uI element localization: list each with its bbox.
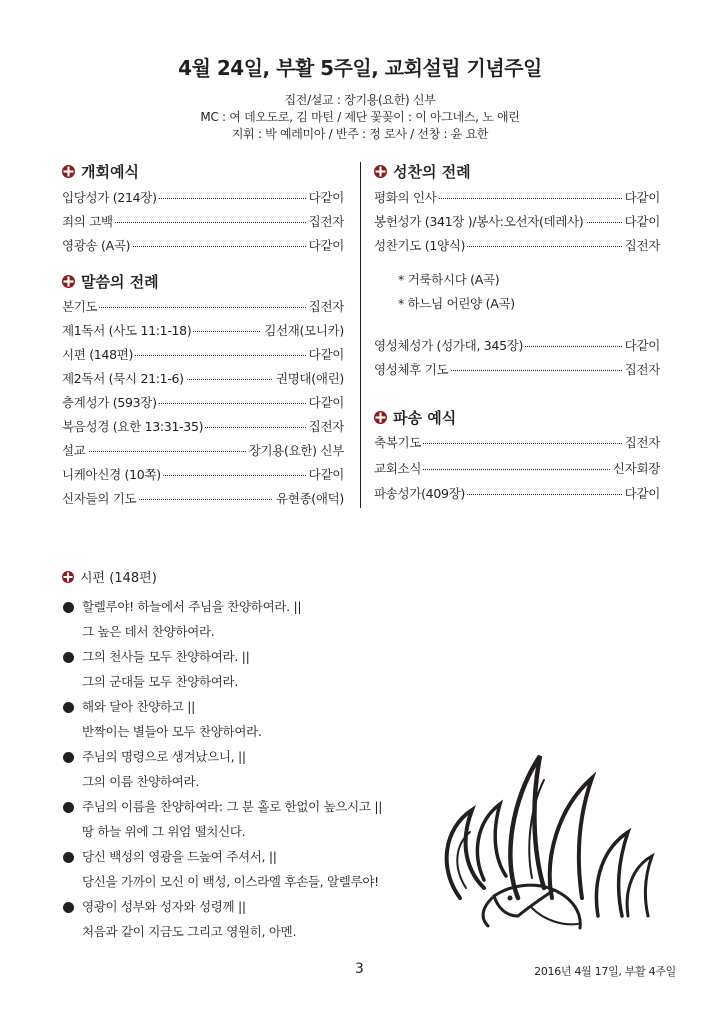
liturgy-row bbox=[374, 237, 660, 255]
item-value: 집전자 bbox=[622, 434, 660, 452]
psalm-verse-response: 할렐루야! 하늘에서 주님을 찬양하여라. || bbox=[82, 599, 302, 614]
column-divider bbox=[360, 162, 361, 508]
footer-date: 2016년 4월 17일, 부활 4주일 bbox=[534, 965, 676, 978]
item-value: 다같이 bbox=[306, 189, 344, 207]
psalm-title: 시편 (148편) bbox=[80, 571, 157, 586]
liturgy-row bbox=[62, 418, 344, 436]
item-value: 집전자 bbox=[306, 298, 344, 316]
psalm-verse-continuation: 처음과 같이 지금도 그리고 영원히, 아멘. bbox=[82, 924, 297, 939]
section-title: 파송 예식 bbox=[393, 409, 457, 427]
liturgy-row bbox=[62, 346, 344, 364]
dove-illustration bbox=[432, 748, 657, 938]
eucharist-note: * 하느님 어린양 (A곡) bbox=[398, 296, 515, 311]
bullet-icon bbox=[63, 602, 74, 613]
eucharist-note: * 거룩하시다 (A곡) bbox=[398, 272, 500, 287]
bullet-icon bbox=[63, 652, 74, 663]
item-name: 신자들의 기도 bbox=[62, 491, 137, 506]
liturgy-row bbox=[374, 460, 660, 478]
item-name: 파송성가(409장) bbox=[374, 486, 465, 501]
bullet-icon bbox=[63, 752, 74, 763]
liturgy-row bbox=[62, 298, 344, 316]
item-value: 권명대(애린) bbox=[273, 370, 344, 388]
item-name: 본기도 bbox=[62, 299, 98, 314]
psalm-verse-continuation: 그 높은 데서 찬양하여라. bbox=[82, 624, 215, 639]
liturgy-row bbox=[62, 466, 344, 484]
liturgy-row bbox=[62, 189, 344, 207]
psalm-verse-response: 주님의 이름을 찬양하여라: 그 분 홀로 한없이 높으시고 || bbox=[82, 799, 383, 814]
item-value: 장기용(요한) 신부 bbox=[246, 442, 344, 460]
item-name: 영성체성가 (성가대, 345장) bbox=[374, 338, 524, 353]
bullet-icon bbox=[63, 702, 74, 713]
liturgy-row bbox=[374, 189, 660, 207]
section-title: 말씀의 전례 bbox=[81, 273, 159, 291]
item-name: 평화의 인사 bbox=[374, 190, 437, 205]
item-value: 집전자 bbox=[306, 213, 344, 231]
item-value: 집전자 bbox=[622, 237, 660, 255]
item-value: 집전자 bbox=[306, 418, 344, 436]
psalm-verse-response: 해와 달아 찬양하고 || bbox=[82, 699, 196, 714]
bullet-icon bbox=[63, 802, 74, 813]
cross-circle-icon bbox=[374, 162, 387, 175]
item-value: 다같이 bbox=[622, 213, 660, 231]
item-value: 다같이 bbox=[622, 337, 660, 355]
item-name: 니케아신경 (10쪽) bbox=[62, 467, 161, 482]
credit-line-music: 지휘 : 박 예레미아 / 반주 : 정 로사 / 선창 : 윤 요한 bbox=[231, 127, 489, 141]
item-value: 다같이 bbox=[306, 346, 344, 364]
psalm-verse-continuation: 당신을 가까이 모신 이 백성, 이스라엘 후손들, 알렐루야! bbox=[82, 874, 379, 889]
item-value: 유현종(애덕) bbox=[273, 490, 344, 508]
item-value: 신자회장 bbox=[610, 460, 660, 478]
cross-circle-icon bbox=[62, 162, 75, 175]
liturgy-row bbox=[62, 370, 344, 388]
item-name: 영광송 (A곡) bbox=[62, 238, 131, 253]
item-name: 층계성가 (593장) bbox=[62, 395, 157, 410]
item-name: 시편 (148편) bbox=[62, 347, 134, 362]
liturgy-row bbox=[374, 213, 660, 231]
item-value: 김선재(모니카) bbox=[261, 322, 344, 340]
item-value: 다같이 bbox=[622, 485, 660, 503]
psalm-verse-continuation: 반짝이는 별들아 모두 찬양하여라. bbox=[82, 724, 262, 739]
section-title: 개회예식 bbox=[81, 163, 139, 181]
liturgy-row bbox=[374, 434, 660, 452]
credit-line-mc-flowers: MC : 여 데오도로, 김 마틴 / 제단 꽃꽂이 : 이 아그네스, 노 애린 bbox=[200, 110, 520, 124]
credit-line-officiant: 집전/설교 : 장기용(요한) 신부 bbox=[284, 93, 436, 107]
liturgy-row bbox=[62, 490, 344, 508]
item-name: 제1독서 (사도 11:1-18) bbox=[62, 323, 192, 338]
section-heading-dismissal bbox=[374, 407, 456, 429]
psalm-verse-response: 주님의 명령으로 생겨났으니, || bbox=[82, 749, 246, 764]
cross-circle-icon bbox=[374, 408, 387, 421]
item-name: 축복기도 bbox=[374, 435, 422, 450]
bullet-icon bbox=[63, 852, 74, 863]
liturgy-row bbox=[62, 394, 344, 412]
psalm-verse-response: 영광이 성부와 성자와 성령께 || bbox=[82, 899, 246, 914]
cross-circle-icon bbox=[62, 272, 75, 285]
item-value: 집전자 bbox=[622, 361, 660, 379]
item-value: 다같이 bbox=[306, 394, 344, 412]
item-name: 봉헌성가 (341장 )/봉사:오선자(데레사) bbox=[374, 214, 584, 229]
section-heading-opening bbox=[62, 161, 139, 183]
psalm-verse-response: 그의 천사들 모두 찬양하여라. || bbox=[82, 649, 250, 664]
item-name: 복음성경 (요한 13:31-35) bbox=[62, 419, 204, 434]
leader-dots bbox=[62, 307, 344, 308]
item-name: 입당성가 (214장) bbox=[62, 190, 157, 205]
page-title: 4월 24일, 부활 5주일, 교회설립 기념주일 bbox=[178, 56, 542, 80]
section-title: 성찬의 전례 bbox=[393, 163, 471, 181]
liturgy-row bbox=[62, 442, 344, 460]
psalm-heading bbox=[62, 569, 157, 589]
item-name: 영성체후 기도 bbox=[374, 362, 449, 377]
item-name: 설교 bbox=[62, 443, 86, 458]
psalm-verse-response: 당신 백성의 영광을 드높여 주셔서, || bbox=[82, 849, 277, 864]
psalm-verse-continuation: 땅 하늘 위에 그 위엄 떨치신다. bbox=[82, 824, 246, 839]
liturgy-row bbox=[62, 213, 344, 231]
page-number: 3 bbox=[355, 961, 364, 977]
item-name: 성찬기도 (1양식) bbox=[374, 238, 466, 253]
bullet-icon bbox=[63, 902, 74, 913]
section-heading-eucharist bbox=[374, 161, 471, 183]
item-name: 죄의 고백 bbox=[62, 214, 113, 229]
cross-circle-icon bbox=[62, 570, 74, 582]
liturgy-row bbox=[62, 237, 344, 255]
liturgy-row bbox=[374, 337, 660, 355]
section-heading-word bbox=[62, 271, 159, 293]
liturgy-row bbox=[62, 322, 344, 340]
liturgy-row bbox=[374, 485, 660, 503]
psalm-verse-continuation: 그의 이름 찬양하여라. bbox=[82, 774, 199, 789]
item-value: 다같이 bbox=[306, 237, 344, 255]
credits-block bbox=[0, 92, 720, 143]
item-value: 다같이 bbox=[622, 189, 660, 207]
liturgy-row bbox=[374, 361, 660, 379]
item-value: 다같이 bbox=[306, 466, 344, 484]
item-name: 제2독서 (묵시 21:1-6) bbox=[62, 371, 184, 386]
psalm-verse-continuation: 그의 군대들 모두 찬양하여라. bbox=[82, 674, 238, 689]
item-name: 교회소식 bbox=[374, 461, 422, 476]
